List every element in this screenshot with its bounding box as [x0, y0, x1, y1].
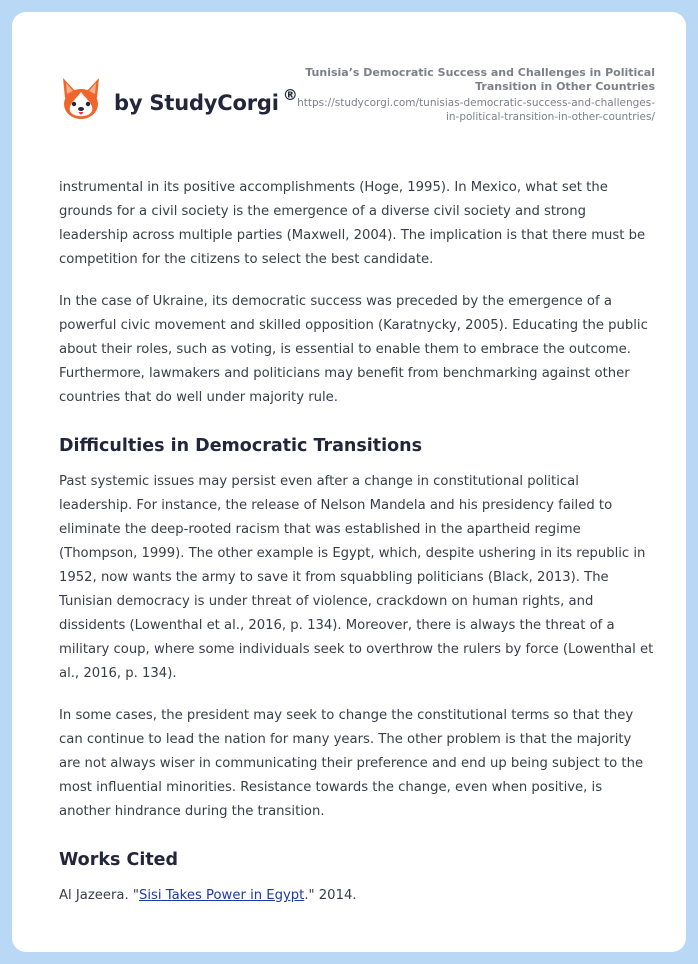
section-heading: Difficulties in Democratic Transitions: [59, 436, 423, 456]
brand-name: [114, 86, 298, 115]
paragraph: instrumental in its positive accomplishments (Hoge, 1995). In Mexico, what set the grounds for a civil society is the emergence of a diverse civil society and strong leadership across multiple parties (Maxwell, 2004). The implication is that there must be competition for the citizens to select the best candidate.: [59, 180, 646, 267]
works-cited-heading: Works Cited: [59, 850, 179, 870]
document-meta: [295, 66, 655, 124]
page-sheet: [12, 12, 686, 952]
paragraph: In some cases, the president may seek to change the constitutional terms so that they can continue to lead the nation for many years. The other problem is that the majority are not always wiser in communicating their preference and end up being subject to the most influential minorities. Resistance towards the change, even when positive, is another hindrance during the transition.: [59, 708, 644, 819]
citation-link[interactable]: Sisi Takes Power in Egypt: [138, 888, 305, 903]
brand-name-text: by StudyCorgi: [114, 91, 279, 115]
studycorgi-logo[interactable]: [60, 76, 298, 122]
document-title: Tunisia’s Democratic Success and Challenges in Political Transition in Other Countries: [305, 66, 655, 93]
registered-mark: ®: [282, 86, 298, 104]
citation-suffix: ." 2014.: [304, 888, 357, 903]
citation-prefix: Al Jazeera. ": [59, 888, 139, 903]
corgi-logo-icon: [60, 76, 102, 122]
article-body: [59, 176, 655, 908]
citation-entry: [59, 884, 655, 908]
paragraph: In the case of Ukraine, its democratic success was preceded by the emergence of a powerful civic movement and skilled opposition (Karatnycky, 2005). Educating the public about their roles, such as voting, is essential to enable them to embrace the outcome. Furthermore, lawmakers and politicians may benefit from benchmarking against other countries that do well under majority rule.: [59, 294, 648, 405]
paragraph: Past systemic issues may persist even after a change in constitutional political leadership. For instance, the release of Nelson Mandela and his presidency failed to eliminate the deep-rooted racism that was established in the apartheid regime (Thompson, 1999). The other example is Egypt, which, despite ushering in its republic in 1952, now wants the army to save it from squabbling politicians (Black, 2013). The Tunisian democracy is under threat of violence, crackdown on human rights, and dissidents (Lowenthal et al., 2016, p. 134). Moreover, there is always the threat of a military coup, where some individuals seek to overthrow the rulers by force (Lowenthal et al., 2016, p. 134).: [59, 474, 654, 681]
document-url[interactable]: https://studycorgi.com/tunisias-democratic-success-and-challenges-in-political-transition-in-other-countries/: [297, 97, 655, 123]
header: [12, 12, 686, 152]
